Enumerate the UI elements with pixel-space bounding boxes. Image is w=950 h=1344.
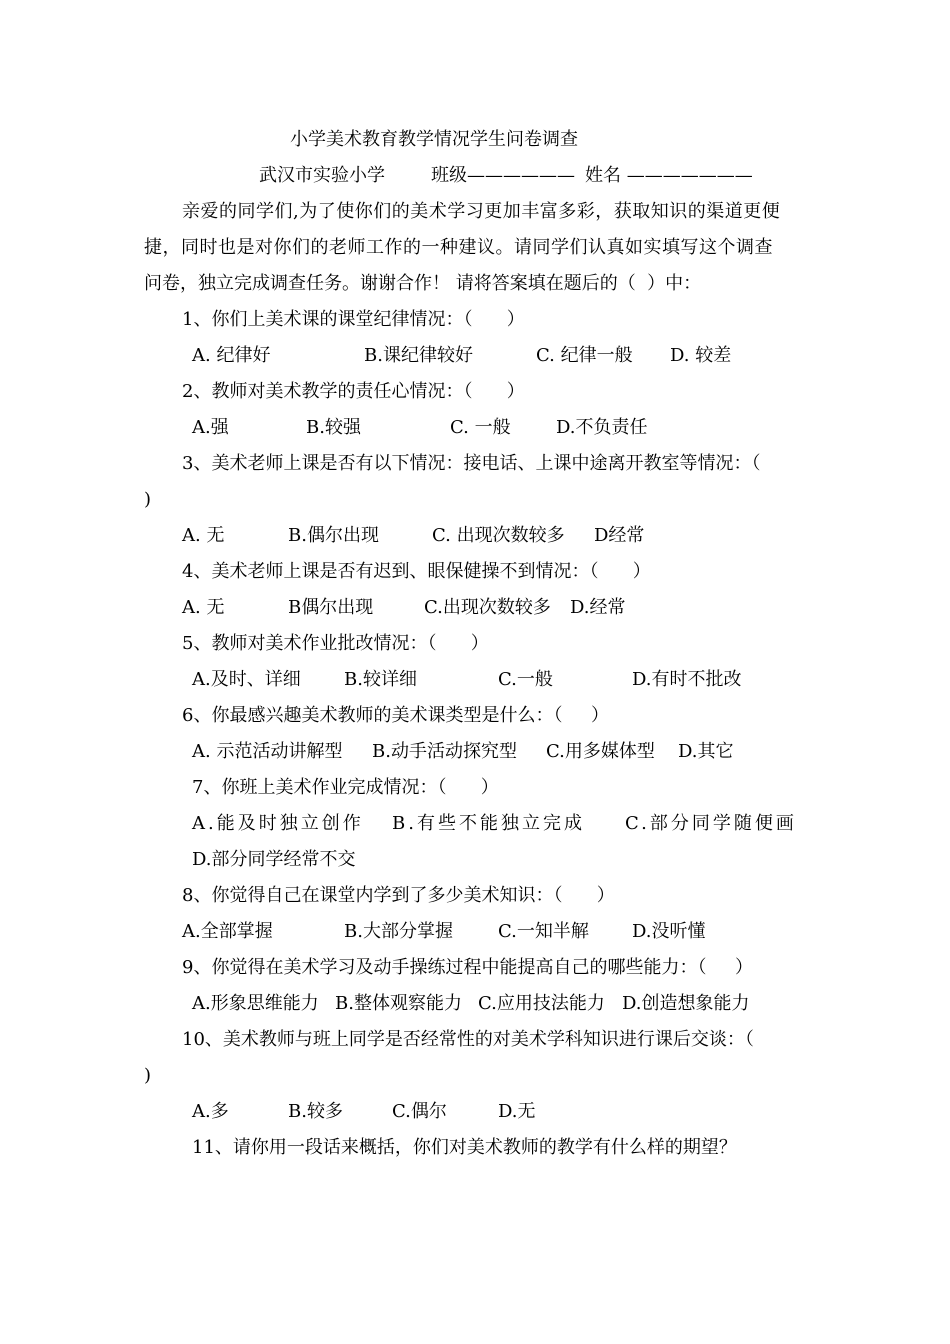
q6-option-a: A. 示范活动讲解型 — [192, 741, 343, 762]
q6-option-d: D.其它 — [678, 741, 734, 762]
q4-option-a: A. 无 — [182, 597, 225, 618]
document-title: 小学美术教育教学情况学生问卷调查 — [290, 129, 578, 150]
question-10-continued: ) — [144, 1065, 152, 1086]
q8-option-a: A.全部掌握 — [182, 921, 273, 942]
q9-option-c: C.应用技法能力 — [478, 993, 605, 1014]
q4-option-b: B偶尔出现 — [288, 597, 374, 618]
school-name: 武汉市实验小学 — [259, 165, 385, 186]
question-6: 6、你最感兴趣美术教师的美术课类型是什么：（ ） — [182, 705, 610, 726]
intro-line-3: 问卷，独立完成调查任务。谢谢合作！ 请将答案填在题后的（ ）中： — [144, 273, 702, 294]
question-1: 1、你们上美术课的课堂纪律情况：（ ） — [182, 309, 525, 330]
q6-option-b: B.动手活动探究型 — [372, 741, 517, 762]
question-5: 5、教师对美术作业批改情况：（ ） — [182, 633, 489, 654]
intro-line-1: 亲爱的同学们,为了使你们的美术学习更加丰富多彩，获取知识的渠道更便 — [182, 201, 781, 222]
q1-option-c: C. 纪律一般 — [536, 345, 633, 366]
q7-option-c: C.部分同学随便画 — [625, 813, 797, 834]
question-4: 4、美术老师上课是否有迟到、眼保健操不到情况：（ ） — [182, 561, 651, 582]
question-7: 7、你班上美术作业完成情况：（ ） — [192, 777, 499, 798]
q8-option-d: D.没听懂 — [632, 921, 706, 942]
question-10: 10、美术教师与班上同学是否经常性的对美术学科知识进行课后交谈：（ — [182, 1029, 754, 1050]
q10-option-b: B.较多 — [288, 1101, 343, 1122]
q5-option-a: A.及时、详细 — [192, 669, 301, 690]
q4-option-c: C.出现次数较多 — [424, 597, 551, 618]
q1-option-d: D. 较差 — [670, 345, 732, 366]
q5-option-b: B.较详细 — [344, 669, 417, 690]
q10-option-c: C.偶尔 — [392, 1101, 447, 1122]
q7-option-a: A.能及时独立创作 — [192, 813, 364, 834]
q9-option-d: D.创造想象能力 — [622, 993, 750, 1014]
q3-option-d: D经常 — [594, 525, 645, 546]
q7-option-b: B.有些不能独立完成 — [392, 813, 585, 834]
q8-option-b: B.大部分掌握 — [344, 921, 453, 942]
q9-option-b: B.整体观察能力 — [335, 993, 462, 1014]
question-9: 9、你觉得在美术学习及动手操练过程中能提高自己的哪些能力：（ ） — [182, 957, 754, 978]
question-8: 8、你觉得自己在课堂内学到了多少美术知识：（ ） — [182, 885, 615, 906]
q3-option-b: B.偶尔出现 — [288, 525, 379, 546]
q10-option-d: D.无 — [498, 1101, 536, 1122]
q8-option-c: C.一知半解 — [498, 921, 589, 942]
q2-option-a: A.强 — [192, 417, 229, 438]
question-11: 11、请你用一段话来概括，你们对美术教师的教学有什么样的期望？ — [192, 1137, 737, 1158]
q5-option-c: C.一般 — [498, 669, 553, 690]
q2-option-c: C. 一般 — [450, 417, 511, 438]
question-3: 3、美术老师上课是否有以下情况：接电话、上课中途离开教室等情况：（ — [182, 453, 761, 474]
q2-option-b: B.较强 — [306, 417, 361, 438]
q7-option-d: D.部分同学经常不交 — [192, 849, 356, 870]
q6-option-c: C.用多媒体型 — [546, 741, 655, 762]
name-label: 姓名 ——————— — [585, 165, 753, 186]
q1-option-b: B.课纪律较好 — [364, 345, 473, 366]
q5-option-d: D.有时不批改 — [632, 669, 742, 690]
q3-option-c: C. 出现次数较多 — [432, 525, 565, 546]
question-2: 2、教师对美术教学的责任心情况：（ ） — [182, 381, 525, 402]
intro-line-2: 捷，同时也是对你们的老师工作的一种建议。请同学们认真如实填写这个调查 — [144, 237, 773, 258]
class-label: 班级—————— — [431, 165, 575, 186]
q2-option-d: D.不负责任 — [556, 417, 648, 438]
q1-option-a: A. 纪律好 — [192, 345, 271, 366]
q3-option-a: A. 无 — [182, 525, 225, 546]
question-3-continued: ) — [144, 489, 152, 510]
q9-option-a: A.形象思维能力 — [192, 993, 319, 1014]
q4-option-d: D.经常 — [570, 597, 626, 618]
q10-option-a: A.多 — [192, 1101, 229, 1122]
